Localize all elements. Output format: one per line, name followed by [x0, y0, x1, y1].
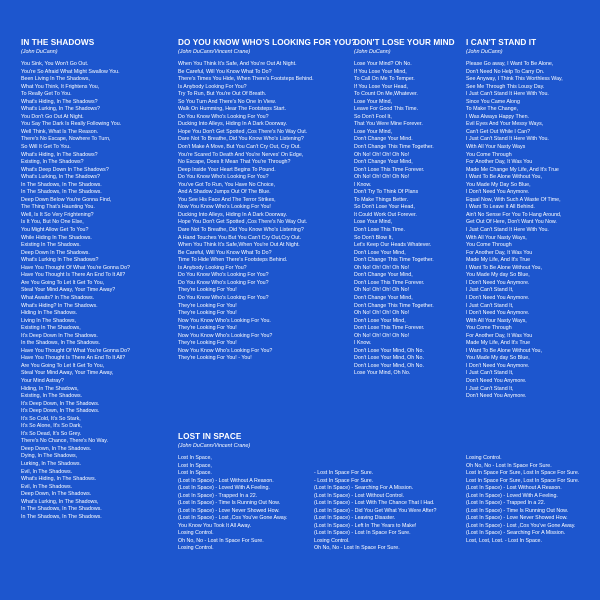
lyric-line: While Hiding In The Shadows. [21, 234, 92, 241]
lyric-line: I Just Can't Stand It, [466, 302, 514, 309]
lyric-line: I Don't Need You Anymore. [466, 189, 530, 196]
lyric-line: What's Lurking, In The Shadows, [21, 498, 99, 505]
lyric-line: (Lost In Space) - Lost ,Cos You've Gone Away. [178, 515, 288, 521]
lyric-line: It's So Cold, It's So Stark, [21, 415, 81, 422]
lyric-line: It's Deep Down, In The Shadows. [21, 408, 100, 415]
lyric-line: It's Deep Down, In The Shadows. [21, 400, 100, 407]
lyric-line: (Lost In Space) - Lost With The Chance That I Had. [314, 500, 435, 506]
lyric-line: Can't Get Out While I Can? [466, 128, 531, 135]
lyric-line: They're Looking For You! [178, 287, 237, 294]
lyric-line: Evil Eyes And Your Messy Ways, [466, 121, 544, 128]
song-dont-lose-your-mind [354, 38, 454, 378]
lyric-line: You Come Through [466, 151, 512, 158]
song-in-the-shadows [21, 38, 161, 521]
lyric-line: To Call On Me To Temper. [354, 76, 415, 83]
lyric-line: Please Go away, I Want To Be Alone, [466, 61, 554, 67]
lyric-line: Don't Change Your Mind, [354, 294, 413, 301]
lyric-line: I Just Can't Stand It Here With You. [466, 91, 549, 98]
lyric-line: Hope You Don't Get Spotted ,Cos There's No Way Out. [178, 219, 308, 226]
lyric-line: Existing, In The Shadows. [21, 393, 83, 400]
song-credit: (John DuCann) [21, 49, 58, 55]
lyric-line: Are You Going To Let It Get To You, [21, 279, 105, 286]
lyric-line: Oh No! Oh! Oh! Oh No! [354, 287, 410, 294]
lyric-line: Lose Your Mind, [354, 219, 392, 226]
lyric-line: A Hand Touches You But You Can't Cry Out,Cry Out. [178, 234, 302, 241]
lyric-line: It's So Alone, It's So Dark, [21, 423, 82, 430]
lyric-line: They're Looking For You! [178, 340, 237, 347]
lyrics-block [21, 61, 161, 521]
lyric-line: Now You Know Who's Looking For You? [178, 347, 273, 354]
lyric-line: Oh No! Oh! Oh! Oh No! [354, 332, 410, 339]
song-lost-in-space-header [178, 432, 378, 455]
lyric-line: Lost In Space. [178, 470, 212, 476]
lyric-line: They're Looking For You! [178, 302, 237, 309]
lyric-line: Don't Change This Time Together. [354, 257, 434, 264]
song-credit: (John DuCann) [466, 49, 503, 55]
lyric-line: There's No Escape, Nowhere To Turn, [21, 136, 111, 143]
lyric-line: It Could Work Out Forever. [354, 211, 417, 218]
lyric-line: You Come Through [466, 242, 512, 249]
lyric-line: Have You Thought Of What You're Gonna Do? [21, 264, 130, 271]
lyric-line: I Just Can't Stand It, [466, 287, 514, 294]
lyric-line: Dare Not To Breathe, Did You Know Who's Listening? [178, 136, 304, 143]
lyric-line: (Lost In Space) - Left In The Years to Make! [314, 522, 417, 529]
lyric-line: Evil, In The Shadows. [21, 468, 73, 475]
lyric-line: It's So Dead, It's So Grey. [21, 430, 82, 437]
song-title: DO YOU KNOW WHO'S LOOKING FOR YOU? [178, 38, 357, 47]
lyric-line: Do You Know Who's Looking For You? [178, 279, 269, 286]
lyric-line: That You Were Mine Forever. [354, 121, 423, 128]
lyrics-block [466, 61, 596, 401]
lyric-line: You're Scared To Death And You're Nerves' On Edge, [178, 151, 304, 158]
lyric-line: What You Think, It Frightens You, [21, 83, 100, 90]
lyric-line: Don't Lose This Time Forever. [354, 166, 425, 173]
lyric-line: Been Living In The Shadows, [21, 76, 90, 83]
lyric-line: Oh No! Oh! Oh! Oh No! [354, 310, 410, 317]
lyric-line: I Want To Be Alone Without You, [466, 174, 542, 181]
lyric-line: They're Looking For You! [178, 310, 237, 317]
lyric-line: Don't Try To Think Of Plans [354, 189, 419, 196]
lyric-line: (Lost In Space) - Loved With A Feeling. [178, 485, 270, 491]
lyric-line: What's Hiding, In The Shadows? [21, 151, 98, 158]
lyric-line: (Lost In Space) - Lost Without A Reason. [178, 477, 274, 484]
lyric-line: Don't Change This Time Together. [354, 302, 434, 309]
lyric-line: Don't Change Your Mind, [354, 159, 413, 166]
lyric-line: Losing Control. [314, 537, 350, 544]
lyric-line: Lost In Space For Sure, Lost In Space For Sure. [466, 470, 580, 476]
song-looking-for-you [178, 38, 357, 363]
lyric-line: Losing Control. [178, 530, 214, 536]
lyric-line: Hope You Don't Get Spotted ,Cos There's No Way Out. [178, 128, 308, 135]
lyric-line: You Made My day So Blue, [466, 355, 530, 362]
lyric-line: - Lost In Space For Sure. [314, 470, 374, 476]
lyric-line: (Lost In Space) - Searching For A Mission. [466, 530, 566, 536]
lyric-line: Oh No, No - Lost In Space For Sure. [178, 537, 264, 544]
lyric-line: Hiding In The Shadows. [21, 310, 78, 317]
lyric-line: Don't Need You Anymore. [466, 393, 527, 400]
lyric-line: Made Me Change My Life, And It's True [466, 166, 559, 173]
lyric-line: I Want To Leave It All Behind. [466, 204, 535, 211]
lyric-line: (Lost In Space) - Searching For A Mission. [314, 485, 414, 491]
lyric-line: Try To Run, But You're Out Of Breath. [178, 91, 267, 98]
lyric-line: The Thing That's Haunting You. [21, 204, 95, 211]
lyric-line: Don't Lose Your Mind, [354, 249, 406, 256]
lyric-line: Walk On Humming, Hear The Footsteps Start. [178, 106, 287, 113]
lyric-line: Are You Going To Let It Get To You, [21, 362, 105, 369]
lyric-line: To Make The Change, [466, 106, 519, 113]
lyric-line: Lost In Space, [178, 462, 212, 469]
lyric-line: So Don't Blow It, [354, 234, 393, 241]
lyric-line: Let's Keep Our Heads Whatever. [354, 242, 432, 249]
lyric-line: I Just Can't Stand It Here With You. [466, 227, 549, 234]
lyric-line: With All Your Nasty Ways, [466, 234, 527, 241]
song-credit: (John DuCann/Vincent Crane) [178, 49, 251, 55]
lyric-line: So Will It Get To You. [21, 144, 71, 151]
lyric-line: I Don't Need You Anymore. [466, 310, 530, 317]
song-credit: (John DuCann) [354, 49, 391, 55]
lyric-line: Deep Inside Your Heart Begins To Pound. [178, 166, 276, 173]
lyric-line: You Know You Took It All Away. [178, 522, 252, 529]
lyric-line: Deep Down Below You're Gonna Find, [21, 196, 112, 203]
lyric-line: Your Mind Astray? [21, 377, 64, 384]
lyric-line: In The Shadows, In The Shadows. [21, 181, 102, 188]
lyric-line: Don't Change Your Mind, [354, 272, 413, 279]
lyric-line: Don't Lose Your Mind, Oh No. [354, 347, 424, 354]
lyric-line: Losing Control. [466, 455, 502, 461]
lyric-line: (Lost In Space) - Time Is Running Out Now. [466, 507, 569, 514]
lyric-line: If You Lose Your Mind, [354, 68, 407, 75]
lyric-line: Do You Know Who's Looking For You? [178, 113, 269, 120]
lyric-line: For Another Day, It Was You [466, 249, 533, 256]
lyric-line: I Know. [354, 181, 372, 188]
lyric-line: Be Careful, Will You Know What To Do? [178, 68, 272, 75]
lyric-line: (Lost In Space) - Love Never Showed How. [466, 515, 568, 521]
lyric-line: To Really Get To You. [21, 91, 72, 98]
lyric-line: You See His Face And The Terror Strikes, [178, 196, 276, 203]
lyric-line: Don't Lose Your Mind, Oh No. [354, 362, 424, 369]
lyric-line: Deep Down, In The Shadows. [21, 491, 92, 498]
lyric-line: Living In The Shadows, [21, 317, 76, 324]
lyric-line [314, 455, 464, 463]
lyric-line: Time To Hide When There's Footsteps Behind. [178, 257, 288, 264]
lyric-line: You Made My day So Blue, [466, 272, 530, 279]
lyric-line: Lose Your Mind? Oh No. [354, 61, 412, 67]
lyric-line: For Another Day, It Was You [466, 159, 533, 166]
lyric-line: What's Deep Down In The Shadows? [21, 166, 109, 173]
lyric-line: Don't Lose Your Mind, Oh No. [354, 355, 424, 362]
lyric-line: No Escape, Does It Mean That You're Through? [178, 159, 291, 166]
lyric-line: Now You Know Who's Looking For You. [178, 317, 271, 324]
lyric-line: (Lost In Space) - Loved With A Feeling. [466, 492, 558, 499]
song-credit: (John DuCann/Vincent Crane) [178, 443, 251, 449]
lyric-line: Don't Need You Anymore. [466, 377, 527, 384]
lyric-line: In The Shadows, In The Shadows. [21, 189, 102, 196]
lyric-line: Equal Now, With Such A Waste Of Time, [466, 196, 561, 203]
lyric-line: You Might Allow Get To You? [21, 227, 89, 234]
lyric-line: Is Anybody Looking For You? [178, 83, 247, 90]
lyric-line: Deep Down, In The Shadows. [21, 445, 92, 452]
lyric-line: Don't Need No Help To Carry On. [466, 68, 545, 75]
lyric-line: (Lost In Space) - Lost In Space For Sure. [314, 530, 411, 536]
lost-in-space-column-1 [178, 455, 313, 553]
lyric-line: I Don't Need You Anymore. [466, 279, 530, 286]
lyric-line: What's Lurking, In The Shadows? [21, 106, 100, 113]
lyric-line: Do You Know Who's Looking For You? [178, 272, 269, 279]
lyric-line: Ducking Into Alleys, Hiding In A Dark Doorway. [178, 121, 288, 128]
lyric-line: Be Careful, Will You Know What To Do? [178, 249, 272, 256]
lyric-line: Lose Your Mind, Oh No. [354, 370, 411, 377]
lyric-line: Evil, In The Shadows. [21, 483, 73, 490]
lyric-line: I Don't Need You Anymore. [466, 362, 530, 369]
lyric-line: Made My Life, And It's True [466, 257, 531, 264]
lyric-line: Steal Your Mind Away, Your Time Away, [21, 370, 114, 377]
lyric-line: What's Lurking In The Shadows? [21, 257, 99, 264]
lyric-line: Now You Know Who's Looking For You! [178, 204, 271, 211]
lyric-line: Do You Know Who's Looking For You? [178, 174, 269, 181]
lyric-line: You Sink, You Won't Go Out. [21, 61, 89, 67]
lyric-line: Don't Lose Your Mind, [354, 317, 406, 324]
lyric-line: There's No Chance, There's No Way. [21, 438, 109, 445]
lyric-line: In The Shadows, In The Shadows. [21, 506, 102, 513]
lyric-line: For Another Day, It Was You [466, 332, 533, 339]
lyric-line: Leave For Good This Time. [354, 106, 419, 113]
lyric-line: Is Anybody Looking For You? [178, 264, 247, 271]
lyric-line: (Lost In Space) - Trapped In a 22. [178, 492, 258, 499]
lyric-line: When You Think It's Safe,When You're Out At Night. [178, 242, 300, 249]
lyric-line: Don't Change Your Mind. [354, 136, 413, 143]
lyric-line: When You Think It's Safe, And You're Out At Night. [178, 61, 297, 67]
lyric-line: What's Hiding, In The Shadows. [21, 476, 97, 483]
lyrics-block [354, 61, 454, 378]
song-title: LOST IN SPACE [178, 432, 242, 441]
lyrics-block [178, 61, 350, 363]
lyric-line: You Don't Go Out At Night. [21, 113, 84, 120]
lyric-line: Lurking, In The Shadows. [21, 460, 81, 467]
lyric-line: They're Looking For You! [178, 325, 237, 332]
lyric-line: In The Shadows, In The Shadows. [21, 513, 102, 520]
lyric-line: Oh No! Oh! Oh! Oh No! [354, 151, 410, 158]
lyric-line: Existing In The Shadows. [21, 242, 81, 249]
lyric-line: Existing, In The Shadows? [21, 159, 84, 166]
lyric-line: To Count On Me,Whatever. [354, 91, 418, 98]
lyric-line: Get Out Of Here, Don't Want You Now. [466, 219, 557, 226]
lyric-line: Lose Your Mind, [354, 98, 392, 105]
lyric-line: What's Hiding? In The Shadows. [21, 302, 98, 309]
song-title: DON'T LOSE YOUR MIND [354, 38, 455, 47]
lyric-line: Have You Thought Is There An End To It All? [21, 272, 126, 279]
lyric-line: I Don't Need You Anymore. [466, 294, 530, 301]
lyric-line: They're Looking For You! - You! [178, 355, 252, 362]
lyric-line: (Lost In Space) - Trapped In a 22. [466, 500, 546, 506]
lyric-line: - Lost In Space For Sure. [314, 477, 374, 484]
lyric-line: Made My Life, And It's True [466, 340, 531, 347]
lyric-line: I Know. [354, 340, 372, 347]
lyric-line: (Lost In Space) - Love Never Showed How. [178, 507, 280, 514]
lyric-line: In the Shadows, In The Shadows. [21, 340, 101, 347]
lyric-line: You Made My Day So Blue, [466, 181, 531, 188]
lyric-line: Lose Your Mind, [354, 128, 392, 135]
lyric-line: Oh No, No - Lost In Space For Sure. [466, 462, 552, 469]
lyric-line: Do You Know Who's Looking For You? [178, 294, 269, 301]
lyric-line: Have You Thought Of What You're Gonna Do? [21, 347, 130, 354]
lyric-line: So You Turn And There's No One In View. [178, 98, 276, 105]
lyric-line: (Lost In Space) - Lost ,Cos You've Gone Away. [466, 522, 576, 529]
lyric-line: To Make Things Better. [354, 196, 409, 203]
lyric-line: And A Shadow Jumps Out Of The Blue. [178, 189, 271, 196]
song-i-cant-stand-it [466, 38, 596, 401]
lyric-line: Lost In Space For Sure, Lost In Space For Sure. [466, 477, 580, 484]
song-title: IN THE SHADOWS [21, 38, 95, 47]
lyric-line: Existing In The Shadows, [21, 325, 81, 332]
lyric-line [314, 463, 464, 471]
lyric-line: (Lost In Space) - Lost Without Control. [314, 492, 405, 499]
lyric-line: I Want To Be Alone Without You, [466, 264, 542, 271]
lyric-line: Dying, In The Shadows, [21, 453, 78, 460]
lyric-line: See Me Through This Lousy Day. [466, 83, 545, 90]
lyric-line: Now You Know Who's Looking For You? [178, 332, 273, 339]
lyric-line: Oh No! Oh! Oh! Oh No! [354, 174, 410, 181]
lyric-line: There's Times You Hide, When There's Footsteps Behind. [178, 76, 314, 83]
lyric-line: Don't Make A Move, But You Can't Cry Out, Cry Out. [178, 144, 301, 151]
lyric-line: See Anyway, I Think This Worthless Way, [466, 76, 563, 83]
lyric-line: Don't Lose This Time Forever. [354, 325, 425, 332]
lyric-line: Since You Came Along [466, 98, 520, 105]
lyric-line: You Come Through [466, 325, 512, 332]
lyric-line: Is It You, But No One Else, [21, 219, 84, 226]
lyric-line: Oh No! Oh! Oh! Oh No! [354, 264, 410, 271]
lyric-line: You've Got To Run, You Have No Choice, [178, 181, 276, 188]
lyric-line: Ducking Into Alleys, Hiding In A Dark Doorway. [178, 211, 288, 218]
song-title: I CAN'T STAND IT [466, 38, 537, 47]
lyric-line: I Want To Be Alone Without You, [466, 347, 542, 354]
lyric-line: It's Deep Down In The Shadows. [21, 332, 98, 339]
lyric-line: If You Lose Your Head, [354, 83, 408, 90]
lyric-line: Don't Change This Time Together. [354, 144, 434, 151]
lyric-line: Deep Down In The Shadows. [21, 249, 90, 256]
lyric-line: So Don't Lose Your Head, [354, 204, 415, 211]
lyric-line: What's Hiding, In The Shadows? [21, 98, 98, 105]
lyric-line: Lost, Lost, Lost. - Lost In Space. [466, 537, 542, 544]
lyric-line: You Say The Dark Is Really Following You. [21, 121, 122, 128]
lyric-line: Steal Your Mind Away, Your Time Away? [21, 287, 116, 294]
lyric-line: (Lost In Space) - Lost Without A Reason. [466, 485, 562, 491]
lyric-line: (Lost In Space) - Time Is Running Out Now. [178, 500, 281, 506]
lyric-line: What Awaits? In The Shadows. [21, 294, 95, 301]
lyric-line: (Lost In Space) - Leaving Disaster. [314, 515, 396, 521]
lyric-line: Hiding, In The Shadows, [21, 385, 79, 392]
lyric-line: I Just Can't Stand It, [466, 370, 514, 377]
lyric-line: You're So Afraid What Might Swallow You. [21, 68, 120, 75]
lyric-line: Have You Thought Is There An End To It All? [21, 355, 126, 362]
lyric-line: With All Your Nasty Ways [466, 144, 526, 151]
lyric-line: I Was Always Happy Then. [466, 113, 530, 120]
lyric-line: Oh No, No - Lost In Space For Sure. [314, 545, 400, 551]
lyric-line: Dare Not To Breathe, Did You Know Who's Listening? [178, 227, 304, 234]
lyric-line: Well, Is It So Very Frightening? [21, 211, 94, 218]
lyric-line: Don't Lose This Time. [354, 227, 405, 234]
lyric-line: Well Think, What Is The Reason. [21, 128, 99, 135]
lost-in-space-column-2 [314, 455, 464, 553]
lyric-line: Losing Control. [178, 545, 214, 551]
lyric-line: Ain't No Sense For You To Hang Around, [466, 211, 562, 218]
lyric-line: What's Lurking, In The Shadows? [21, 174, 100, 181]
lyric-line: Don't Lose This Time Forever. [354, 279, 425, 286]
lyric-line: I Just Can't Stand It, [466, 385, 514, 392]
lost-in-space-column-3 [466, 455, 596, 545]
lyric-line: (Lost In Space) - Did You Get What You Were After? [314, 507, 437, 514]
lyric-line: So Don't Fool It, [354, 113, 392, 120]
lyric-line: Lost In Space, [178, 455, 212, 461]
lyric-line: With All Your Nasty Ways, [466, 317, 527, 324]
lyric-line: I Just Can't Stand It Here With You. [466, 136, 549, 143]
